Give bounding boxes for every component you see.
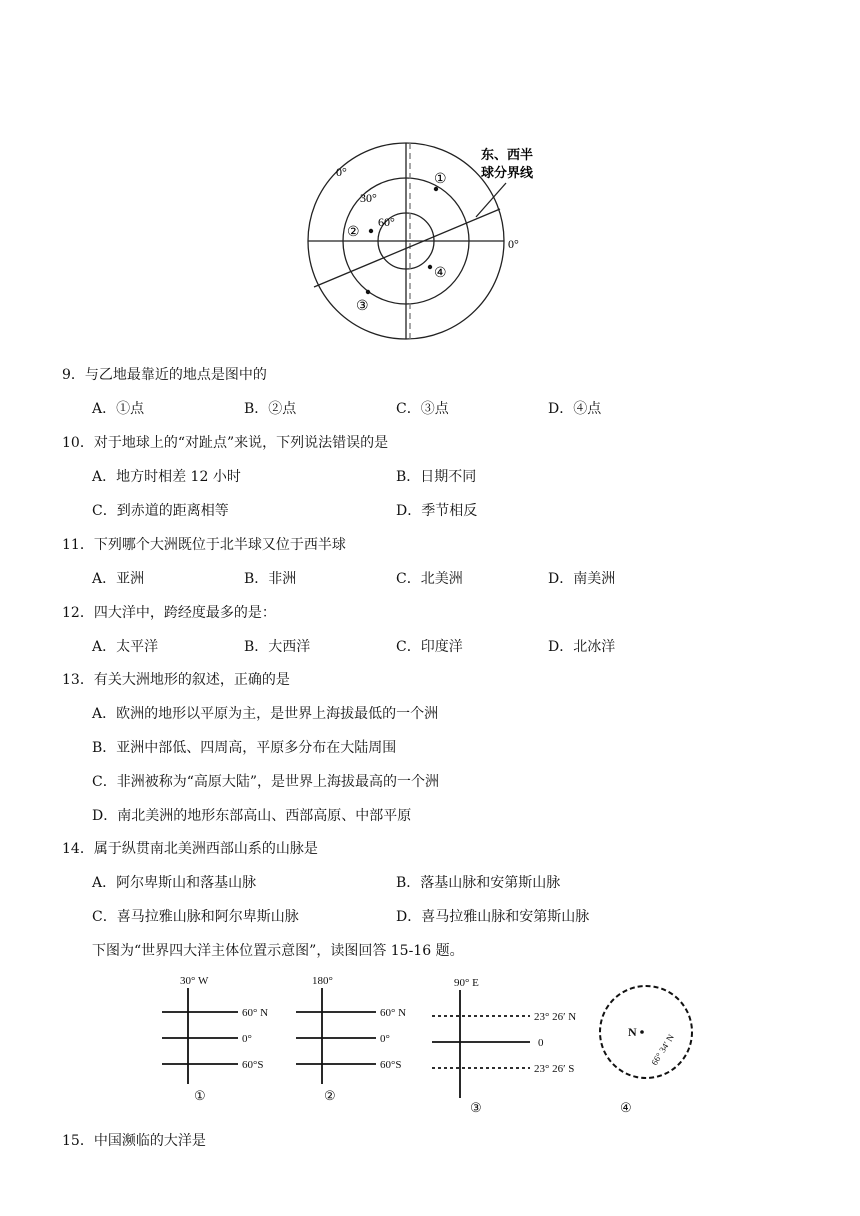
label-lat-0: 0°: [336, 165, 347, 179]
q11-option-a[interactable]: A．亚洲: [92, 571, 145, 587]
panel2-lat-bot: 60°S: [380, 1059, 402, 1071]
q12-option-c[interactable]: C．印度洋: [396, 639, 463, 655]
panel3-number: ③: [470, 1100, 482, 1115]
label-lat-30: 30°: [360, 191, 377, 205]
panel3-lon-label: 90° E: [454, 977, 479, 989]
panel2-lat-top: 60° N: [380, 1007, 407, 1019]
panel-4-arctic: [600, 986, 692, 1115]
label-point-3: ③: [356, 299, 369, 314]
question-13-stem: 13．有关大洲地形的叙述，正确的是: [62, 672, 290, 688]
q10-option-a[interactable]: A．地方时相差 12 小时: [92, 469, 241, 485]
panel2-lat-mid: 0°: [380, 1033, 390, 1045]
panel4-circle-label: 66° 34′ N: [649, 1032, 677, 1068]
q13-option-d[interactable]: D．南北美洲的地形东部高山、西部高原、中部平原: [92, 808, 412, 824]
panel2-number: ②: [324, 1088, 336, 1103]
panel2-lon-label: 180°: [312, 975, 333, 987]
point-4-dot: [428, 265, 432, 269]
question-9-stem: 9．与乙地最靠近的地点是图中的: [62, 367, 267, 383]
q14-option-b[interactable]: B．落基山脉和安第斯山脉: [396, 875, 561, 891]
panel1-lat-top: 60° N: [242, 1007, 269, 1019]
panel1-number: ①: [194, 1088, 206, 1103]
point-2-dot: [369, 229, 373, 233]
q10-option-b[interactable]: B．日期不同: [396, 469, 477, 485]
question-14-stem: 14．属于纵贯南北美洲西部山系的山脉是: [62, 841, 318, 857]
question-15-stem: 15．中国濒临的大洋是: [62, 1133, 206, 1149]
q14-option-a[interactable]: A．阿尔卑斯山和落基山脉: [92, 875, 257, 891]
q11-option-b[interactable]: B．非洲: [244, 571, 297, 587]
q12-option-a[interactable]: A．太平洋: [92, 639, 159, 655]
four-oceans-figure: [158, 966, 704, 1116]
panel-2-pacific: [296, 975, 406, 1103]
label-lon-0: 0°: [508, 237, 519, 251]
label-boundary-line-1: 东、西半: [481, 147, 534, 162]
panel4-pole-label: N: [628, 1025, 637, 1039]
panel1-lon-label: 30° W: [180, 975, 209, 987]
q9-option-b[interactable]: B．②点: [244, 401, 297, 417]
polar-projection-figure: [300, 135, 562, 341]
panel3-lat-bot: 23° 26′ S: [534, 1063, 575, 1075]
panel4-number: ④: [620, 1100, 632, 1115]
q9-option-d[interactable]: D．④点: [548, 401, 602, 417]
label-point-1: ①: [434, 172, 447, 187]
point-1-dot: [434, 187, 438, 191]
panel1-lat-mid: 0°: [242, 1033, 252, 1045]
panel3-lat-mid: 0: [538, 1037, 544, 1049]
label-boundary-line-2: 球分界线: [481, 165, 534, 180]
q11-option-c[interactable]: C．北美洲: [396, 571, 463, 587]
panel-1-atlantic: [162, 975, 268, 1103]
point-3-dot: [366, 290, 370, 294]
label-lat-60: 60°: [378, 215, 395, 229]
q12-option-d[interactable]: D．北冰洋: [548, 639, 616, 655]
q13-option-a[interactable]: A．欧洲的地形以平原为主，是世界上海拔最低的一个洲: [92, 706, 439, 722]
question-11-stem: 11．下列哪个大洲既位于北半球又位于西半球: [62, 537, 346, 553]
panel-3-indian: [432, 977, 576, 1115]
label-point-2: ②: [347, 225, 360, 240]
question-12-stem: 12．四大洋中，跨经度最多的是：: [62, 605, 276, 621]
hemisphere-boundary-line: [314, 209, 500, 287]
panel3-lat-top: 23° 26′ N: [534, 1011, 577, 1023]
q9-option-c[interactable]: C．③点: [396, 401, 449, 417]
question-10-stem: 10．对于地球上的“对趾点”来说，下列说法错误的是: [62, 435, 389, 451]
q9-option-a[interactable]: A．①点: [92, 401, 145, 417]
boundary-pointer-line: [476, 183, 506, 217]
q12-option-b[interactable]: B．大西洋: [244, 639, 311, 655]
intro-questions-15-16: 下图为“世界四大洋主体位置示意图”，读图回答 15-16 题。: [92, 943, 464, 959]
q13-option-c[interactable]: C．非洲被称为“高原大陆”，是世界上海拔最高的一个洲: [92, 774, 440, 790]
q14-option-c[interactable]: C．喜马拉雅山脉和阿尔卑斯山脉: [92, 909, 299, 925]
q10-option-c[interactable]: C．到赤道的距离相等: [92, 503, 229, 519]
q13-option-b[interactable]: B．亚洲中部低、四周高，平原多分布在大陆周围: [92, 740, 397, 756]
q10-option-d[interactable]: D．季节相反: [396, 503, 478, 519]
q11-option-d[interactable]: D．南美洲: [548, 571, 616, 587]
label-point-4: ④: [434, 266, 447, 281]
panel1-lat-bot: 60°S: [242, 1059, 264, 1071]
q14-option-d[interactable]: D．喜马拉雅山脉和安第斯山脉: [396, 909, 590, 925]
